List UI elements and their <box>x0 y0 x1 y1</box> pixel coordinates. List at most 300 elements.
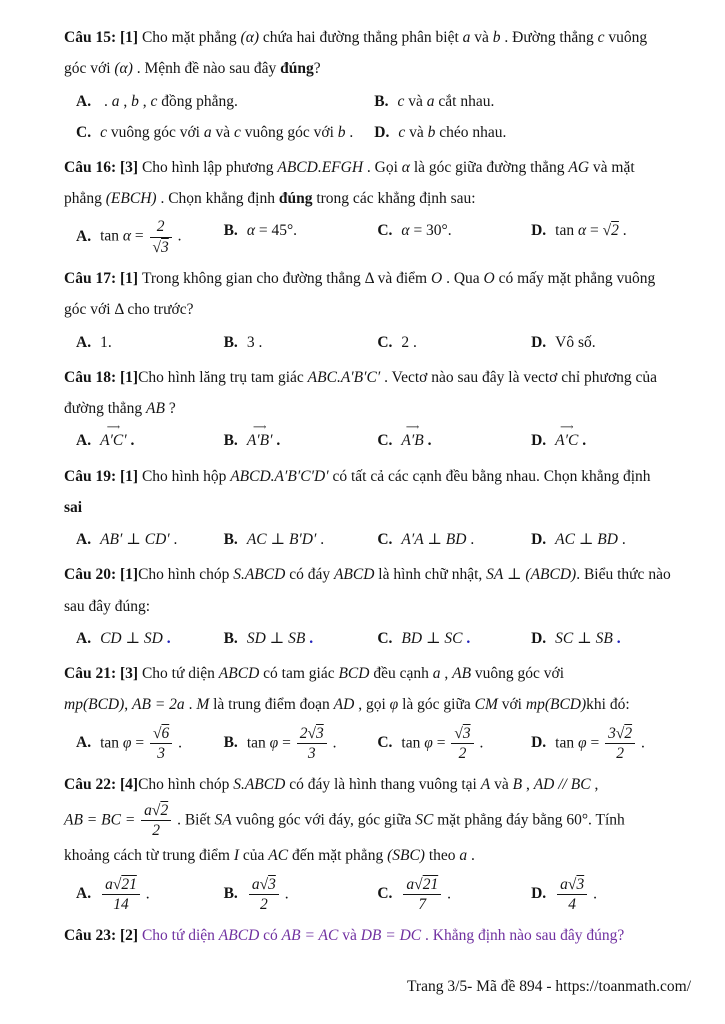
text-run: sau đây đúng: <box>64 597 151 615</box>
text-run: AB = AC <box>281 927 339 945</box>
text-run: AC ⊥ B′D′ <box>246 531 317 549</box>
text-run: góc với Δ cho trước? <box>64 301 194 319</box>
option-D <box>531 425 691 456</box>
text-run: (α) <box>114 60 133 78</box>
text-run: , <box>119 92 132 110</box>
question-text-line <box>64 658 691 689</box>
text-run: α <box>401 222 410 240</box>
text-run: AC <box>268 847 289 865</box>
text-run: là hình chữ nhật, <box>374 566 487 584</box>
option-A <box>76 327 224 358</box>
text-run: SC ⊥ SB <box>555 629 613 647</box>
option-D <box>531 873 691 917</box>
option-D <box>374 117 691 148</box>
text-run: b <box>427 123 436 141</box>
text-run: α <box>401 158 410 176</box>
option-A <box>76 86 374 117</box>
text-run: a <box>426 92 435 110</box>
question-text-line <box>64 920 691 951</box>
text-run: α <box>122 227 132 245</box>
text-run: Cho tứ diện <box>141 665 219 683</box>
question-text-line <box>64 559 691 590</box>
text-run: // <box>554 776 571 794</box>
text-run: . <box>100 92 112 110</box>
text-run: và <box>490 776 513 794</box>
option-label: A. <box>76 333 92 351</box>
text-run: . <box>272 432 281 450</box>
math-run <box>100 432 127 449</box>
sqrt-radical: √21 <box>112 875 137 893</box>
question-text-line <box>64 263 691 294</box>
text-run: cắt nhau. <box>434 92 495 110</box>
text-run: B <box>512 776 523 794</box>
option-C <box>76 117 374 148</box>
text-run: Trong không gian cho đường thẳng Δ và điểm <box>141 270 431 288</box>
text-run: a <box>111 92 120 110</box>
text-run: và <box>470 29 493 46</box>
text-run: . Vectơ nào sau đây là vectơ chỉ phương của <box>380 368 658 386</box>
option-label: B. <box>223 333 238 351</box>
text-run: đến mặt phẳng <box>288 847 388 865</box>
option-label: D. <box>531 885 547 903</box>
text-run: SA <box>214 811 232 829</box>
question-text-line <box>64 689 691 720</box>
vector-arrow: ⟶ A′C <box>555 427 578 454</box>
text-run: vuông góc với <box>106 123 204 141</box>
fraction: $\frac{a√21}{7}$ <box>403 876 441 914</box>
text-run: Cho mặt phẳng <box>141 29 241 46</box>
option-C <box>377 722 531 766</box>
math-run <box>139 801 173 839</box>
text-run: ? <box>313 60 321 78</box>
text-run: , <box>138 92 151 110</box>
text-run: . <box>589 885 597 903</box>
text-run: ABCD <box>218 927 260 945</box>
text-run: có <box>259 927 282 945</box>
text-run: . <box>423 432 432 450</box>
text-run: mp(BCD) <box>525 696 587 714</box>
exam-body <box>64 22 691 954</box>
option-B <box>224 524 378 555</box>
text-run: Cho hình lập phương <box>141 158 278 176</box>
question-text-line <box>64 393 691 424</box>
text-run: (SBC) <box>387 847 425 865</box>
text-run: đồng phẳng. <box>157 92 238 110</box>
math-run <box>148 218 174 256</box>
question-21 <box>64 658 691 765</box>
text-run: . Qua <box>442 270 484 288</box>
text-run: AC ⊥ BD <box>555 531 618 549</box>
text-run: ABCD.EFGH <box>277 158 364 176</box>
question-20 <box>64 559 691 654</box>
text-run: góc với <box>64 60 115 78</box>
question-text-line <box>64 53 691 84</box>
option-A <box>76 524 224 555</box>
math-run <box>555 432 578 449</box>
fraction: $\frac{2√3}{3}$ <box>297 725 327 763</box>
text-run: . <box>612 629 621 647</box>
option-C <box>377 524 531 555</box>
math-run <box>555 875 589 914</box>
text-run: O <box>430 270 443 288</box>
math-run <box>603 222 619 239</box>
text-run: và <box>338 927 361 945</box>
text-run: trong các khẳng định sau: <box>312 190 476 208</box>
options-row <box>64 873 691 917</box>
sqrt-radical: √2 <box>602 222 619 240</box>
option-label: C. <box>377 432 393 450</box>
option-C <box>377 327 531 358</box>
text-run: = <box>586 222 603 240</box>
option-label: C. <box>377 629 393 647</box>
question-text-line <box>64 461 691 492</box>
text-run: Cho tứ diện <box>141 927 219 945</box>
option-label: C. <box>377 885 393 903</box>
text-run: và mặt <box>589 158 635 176</box>
question-text-line <box>64 769 691 800</box>
option-C <box>377 425 531 456</box>
text-run: = <box>131 734 148 752</box>
option-D <box>531 327 691 358</box>
text-run: . <box>637 734 645 752</box>
text-run: AD <box>333 696 355 714</box>
text-run: là góc giữa <box>398 696 475 714</box>
option-B <box>374 86 691 117</box>
option-label: A. <box>76 885 92 903</box>
text-run: có đáy là hình thang vuông tại <box>285 776 481 794</box>
fraction: $\frac{3√2}{2}$ <box>605 725 635 763</box>
question-text-line <box>64 591 691 622</box>
text-run: vuông góc với <box>240 123 338 141</box>
vector-arrow: ⟶ A′B <box>401 427 423 454</box>
text-run: đường thẳng <box>64 400 147 418</box>
text-run: Câu 19: [1] <box>64 467 142 485</box>
option-label: A. <box>76 432 92 450</box>
option-B <box>224 425 378 456</box>
text-run: φ <box>577 734 587 752</box>
fraction: $\frac{a√2}{2}$ <box>141 802 171 840</box>
math-run <box>100 875 142 914</box>
text-run: . <box>467 847 475 865</box>
option-label: A. <box>76 734 92 752</box>
options-row <box>64 215 691 259</box>
fraction: $\frac{a√3}{2}$ <box>249 876 279 914</box>
text-run: đúng <box>280 60 314 78</box>
question-18 <box>64 362 691 457</box>
text-run: c <box>234 123 241 141</box>
text-run: khi đó: <box>586 696 630 714</box>
text-run: Câu 22: [4] <box>64 776 139 794</box>
sqrt-radical: √3 <box>152 238 169 256</box>
text-run: ABCD <box>333 566 375 584</box>
option-B <box>224 215 378 259</box>
text-run: đều cạnh <box>369 665 433 683</box>
text-run: ABCD <box>218 665 260 683</box>
option-A <box>76 722 224 766</box>
sqrt-radical: √3 <box>307 724 324 742</box>
option-D <box>531 215 691 259</box>
text-run: = <box>586 734 604 752</box>
text-run: c <box>597 29 605 46</box>
text-run: Câu 18: [1] <box>64 368 139 386</box>
question-text-line <box>64 362 691 393</box>
text-run: tan <box>100 734 123 752</box>
sqrt-radical: √2 <box>615 724 633 742</box>
text-run: ? <box>164 400 176 418</box>
text-run: chứa hai đường thẳng phân biệt <box>259 29 463 46</box>
option-label: A. <box>76 92 92 110</box>
text-run: A <box>480 776 491 794</box>
text-run: . <box>174 734 182 752</box>
option-D <box>531 623 691 654</box>
text-run: c <box>150 92 158 110</box>
option-label: C. <box>76 123 92 141</box>
text-run: . <box>141 885 150 903</box>
text-run: ABCD.A′B′C′D′ <box>230 467 329 485</box>
text-run: AG <box>568 158 590 176</box>
text-run: vuông góc với đáy, góc giữa <box>231 811 416 829</box>
text-run: có đáy <box>285 566 334 584</box>
fraction: $\frac{a√21}{14}$ <box>102 876 140 914</box>
question-text-line <box>64 492 691 523</box>
text-run: = 45°. <box>254 222 298 240</box>
text-run: . <box>443 885 451 903</box>
text-run: , gọi <box>354 696 390 714</box>
text-run: theo <box>424 847 460 865</box>
text-run: . <box>169 531 178 549</box>
text-run: SC <box>415 811 434 829</box>
text-run: a <box>459 847 468 865</box>
text-run: c <box>397 92 405 110</box>
text-run: . Mệnh đề nào sau đây <box>132 60 281 78</box>
text-run: φ <box>389 696 399 714</box>
option-A <box>76 623 224 654</box>
text-run: tan <box>401 734 425 752</box>
text-run: , <box>440 665 453 683</box>
text-run: . <box>475 734 484 752</box>
question-23 <box>64 920 691 951</box>
math-run <box>247 875 281 914</box>
option-label: D. <box>531 222 547 240</box>
text-run: α <box>577 222 587 240</box>
option-label: D. <box>531 432 547 450</box>
text-run: sai <box>64 498 83 516</box>
option-label: C. <box>377 734 393 752</box>
text-run: 3 . <box>246 333 263 351</box>
text-run: c <box>398 123 406 141</box>
option-C <box>377 873 531 917</box>
question-15 <box>64 22 691 148</box>
text-run: . Đường thẳng <box>500 29 598 46</box>
text-run: khoảng cách từ trung điểm <box>64 847 234 865</box>
fraction: $\frac{2}{√3}$ <box>150 218 172 256</box>
text-run: vuông góc với <box>471 665 565 683</box>
options-row <box>64 86 691 148</box>
math-run <box>295 724 329 762</box>
question-16 <box>64 152 691 259</box>
text-run: . <box>162 629 171 647</box>
text-run: DB = DC <box>360 927 422 945</box>
sqrt-radical: √3 <box>259 875 276 893</box>
option-label: B. <box>223 885 238 903</box>
text-run: = <box>278 734 295 752</box>
question-text-line <box>64 294 691 325</box>
option-label: D. <box>531 734 547 752</box>
text-run: = <box>131 227 148 245</box>
text-run: a <box>462 29 471 46</box>
text-run: chéo nhau. <box>435 123 507 141</box>
text-run: b <box>492 29 501 46</box>
text-run: φ <box>424 734 433 752</box>
text-run: Cho hình chóp <box>138 776 234 794</box>
option-B <box>224 327 378 358</box>
option-label: A. <box>76 227 92 245</box>
vector-arrow: ⟶ A′B′ <box>247 427 273 454</box>
text-run: Câu 15: [1] <box>64 29 142 46</box>
text-run: . <box>578 432 587 450</box>
option-D <box>531 722 691 766</box>
option-label: D. <box>374 123 390 141</box>
sqrt-radical: √2 <box>151 801 169 819</box>
option-label: B. <box>223 734 238 752</box>
text-run: . <box>305 629 314 647</box>
text-run: phẳng <box>64 190 106 208</box>
text-run: và <box>404 92 427 110</box>
text-run: . Biểu thức nào <box>576 566 671 584</box>
option-label: B. <box>223 531 238 549</box>
text-run: tan <box>555 734 578 752</box>
math-run <box>401 432 423 449</box>
text-run: 2 . <box>401 333 417 351</box>
text-run: là trung điểm đoạn <box>209 696 334 714</box>
text-run: Câu 23: [2] <box>64 927 142 945</box>
text-run: . <box>184 696 197 714</box>
text-run: ABC.A′B′C′ <box>307 368 381 386</box>
sqrt-radical: √6 <box>152 724 170 742</box>
text-run: là góc giữa đường thẳng <box>409 158 569 176</box>
text-run: SD ⊥ SB <box>246 629 306 647</box>
option-C <box>377 215 531 259</box>
text-run: Câu 20: [1] <box>64 566 139 584</box>
sqrt-radical: √21 <box>414 875 439 893</box>
text-run: BCD <box>338 665 370 683</box>
text-run: φ <box>269 734 279 752</box>
question-22 <box>64 769 691 916</box>
text-run: Cho hình hộp <box>141 467 231 485</box>
text-run: AD <box>533 776 555 794</box>
text-run: S.ABCD <box>233 776 286 794</box>
option-D <box>531 524 691 555</box>
sqrt-radical: √3 <box>567 875 585 893</box>
option-label: C. <box>377 531 393 549</box>
text-run: . <box>328 734 337 752</box>
math-run <box>148 724 174 762</box>
text-run: , <box>522 776 534 794</box>
fraction: $\frac{√3}{2}$ <box>451 725 473 763</box>
option-label: D. <box>531 531 547 549</box>
text-run: a <box>203 123 212 141</box>
text-run: = <box>432 734 450 752</box>
fraction: $\frac{√6}{3}$ <box>150 725 172 763</box>
text-run: mp(BCD) <box>64 696 125 714</box>
math-run <box>401 875 443 914</box>
option-label: B. <box>223 432 238 450</box>
text-run: tan <box>555 222 578 240</box>
options-row <box>64 524 691 555</box>
question-text-line <box>64 183 691 214</box>
text-run: . <box>316 531 325 549</box>
option-A <box>76 425 224 456</box>
text-run: Câu 21: [3] <box>64 665 142 683</box>
text-run: . <box>466 531 475 549</box>
text-run: . <box>126 432 135 450</box>
page-footer <box>64 975 691 1010</box>
text-run: . Biết <box>173 811 215 829</box>
text-run: vuông <box>604 29 648 46</box>
text-run: và <box>405 123 428 141</box>
text-run: = 30°. <box>409 222 452 240</box>
question-text-line <box>64 840 691 871</box>
option-B <box>224 623 378 654</box>
question-text-line <box>64 152 691 183</box>
options-row <box>64 425 691 456</box>
text-run: . <box>617 531 626 549</box>
question-text-line <box>64 801 691 841</box>
option-A <box>76 215 224 259</box>
options-row <box>64 722 691 766</box>
text-run: b <box>337 123 346 141</box>
text-run: . <box>618 222 627 240</box>
text-run: (α) <box>240 29 259 46</box>
text-run: α <box>246 222 255 240</box>
option-label: B. <box>223 629 238 647</box>
text-run: S.ABCD <box>233 566 286 584</box>
option-label: A. <box>76 629 92 647</box>
vector-arrow: ⟶ A′C′ <box>100 427 127 454</box>
text-run: 1. <box>100 333 112 351</box>
text-run: với <box>497 696 526 714</box>
text-run: AB <box>452 665 472 683</box>
text-run: Cho hình chóp <box>138 566 234 584</box>
option-C <box>377 623 531 654</box>
text-run: Cho hình lăng trụ tam giác <box>138 368 308 386</box>
math-run <box>449 724 475 762</box>
footer-text: Trang 3/5- Mã đề 894 - https://toanmath.com/ <box>407 978 691 996</box>
text-run: SA ⊥ (ABCD) <box>486 566 577 584</box>
text-run: , <box>124 696 133 714</box>
text-run: I <box>233 847 239 865</box>
text-run: có tất cả các cạnh đều bằng nhau. Chọn khẳng định <box>328 467 651 485</box>
question-19 <box>64 461 691 556</box>
text-run: có tam giác <box>259 665 339 683</box>
text-run: CD ⊥ SD <box>100 629 163 647</box>
sqrt-radical: √3 <box>454 724 471 742</box>
text-run: b <box>131 92 139 110</box>
options-row <box>64 327 691 358</box>
text-run: Câu 17: [1] <box>64 270 142 288</box>
option-label: C. <box>377 333 393 351</box>
option-label: C. <box>377 222 393 240</box>
text-run: M <box>196 696 210 714</box>
option-B <box>224 722 378 766</box>
text-run: của <box>238 847 269 865</box>
option-label: A. <box>76 531 92 549</box>
text-run: φ <box>122 734 132 752</box>
text-run: BD ⊥ SC <box>401 629 463 647</box>
text-run: và <box>211 123 234 141</box>
text-run: CM <box>474 696 498 714</box>
question-17 <box>64 263 691 358</box>
